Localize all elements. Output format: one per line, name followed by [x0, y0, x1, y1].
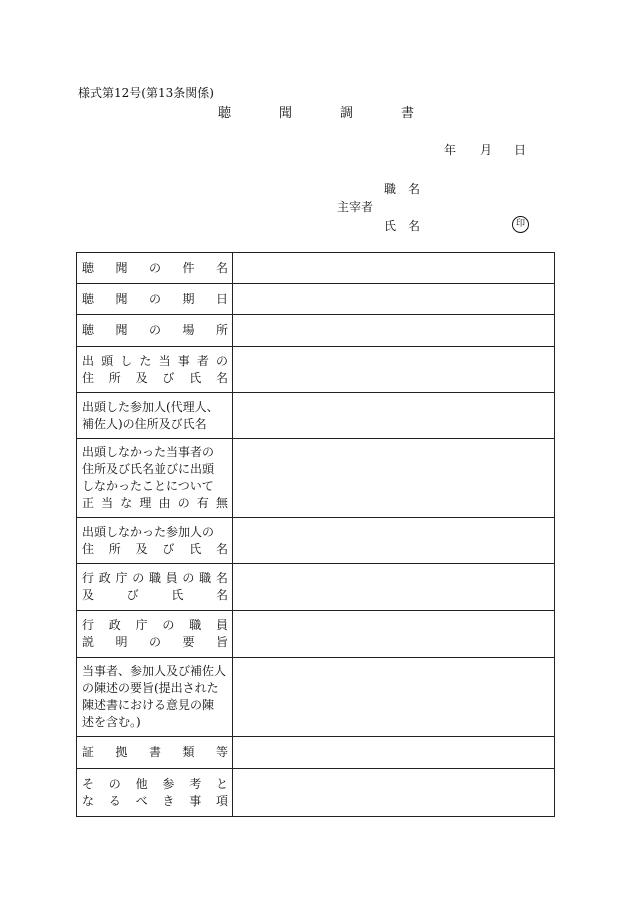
table-row	[77, 737, 555, 769]
label-char: 及	[135, 370, 148, 385]
label-char: 旨	[215, 635, 228, 649]
row-label-line: 述を含む。)	[82, 715, 141, 729]
row-label-line	[82, 495, 228, 512]
label-char: る	[108, 793, 121, 808]
label-char: 行	[82, 571, 95, 585]
label-char: 職	[189, 618, 202, 632]
label-char: し	[120, 353, 133, 368]
label-char: 氏	[189, 541, 202, 556]
label-char: の	[148, 323, 161, 337]
row-label	[77, 393, 233, 439]
label-char: び	[162, 370, 175, 385]
row-label	[77, 347, 233, 393]
label-char: の	[162, 618, 175, 632]
row-label-line	[82, 541, 228, 558]
label-char: た	[139, 353, 152, 368]
label-char: な	[120, 496, 133, 510]
row-value-field[interactable]	[233, 564, 555, 611]
label-char: 住	[82, 541, 95, 556]
label-char: 参	[162, 776, 175, 791]
label-char: 政	[98, 571, 111, 585]
row-label-line: 当事者、参加人及び補佐人	[82, 664, 227, 678]
label-char: 他	[135, 776, 148, 791]
label-char: 理	[139, 496, 152, 510]
label-char: 名	[215, 571, 228, 585]
label-char: の	[182, 571, 195, 585]
row-label	[77, 439, 233, 518]
label-char: 出	[82, 353, 95, 368]
label-char: 項	[215, 793, 228, 808]
label-char: 員	[215, 618, 228, 632]
row-label-line	[82, 793, 228, 810]
table-row	[77, 658, 555, 737]
label-char: 由	[158, 496, 171, 510]
label-char: き	[162, 793, 175, 808]
label-char: の	[177, 496, 190, 510]
row-label-line: 住所及び氏名並びに出頭	[82, 462, 215, 476]
row-label-line	[82, 776, 228, 793]
row-label-line: 出頭しなかった参加人の	[82, 524, 215, 539]
label-char: び	[126, 588, 139, 602]
label-char: 書	[148, 745, 161, 759]
label-char: 行	[82, 618, 95, 632]
row-label	[77, 611, 233, 658]
row-value-field[interactable]	[233, 737, 555, 769]
row-label-line	[82, 634, 228, 651]
label-char: 無	[215, 496, 228, 510]
row-label-line: 陳述書における意見の陳	[82, 698, 215, 712]
label-char: 有	[196, 496, 209, 510]
row-value-field[interactable]	[233, 284, 555, 315]
table-row	[77, 611, 555, 658]
table-row	[77, 769, 555, 817]
label-char: 等	[215, 745, 228, 759]
label-char: 要	[182, 635, 195, 649]
table-row	[77, 564, 555, 611]
row-label	[77, 253, 233, 284]
row-value-field[interactable]	[233, 769, 555, 817]
label-char: な	[82, 793, 95, 808]
label-char: 者	[196, 353, 209, 368]
label-char: 名	[215, 260, 228, 275]
label-char: び	[162, 541, 175, 556]
label-char: 証	[82, 745, 95, 759]
row-value-field[interactable]	[233, 253, 555, 284]
name-label: 氏 名	[384, 219, 421, 233]
label-char: 庁	[135, 618, 148, 632]
title-char: 聴	[218, 106, 232, 121]
label-char: 期	[182, 291, 195, 306]
date-day-label: 日	[514, 143, 527, 157]
label-char: 日	[215, 291, 228, 306]
label-char: 政	[108, 618, 121, 632]
row-label-line: 出頭した参加人(代理人、	[82, 399, 219, 414]
label-char: 聞	[115, 260, 128, 275]
label-char: 所	[215, 323, 228, 337]
row-label	[77, 564, 233, 611]
row-value-field[interactable]	[233, 611, 555, 658]
label-char: 名	[215, 370, 228, 385]
label-char: 名	[215, 588, 228, 602]
label-char: 所	[108, 541, 121, 556]
label-char: 頭	[101, 353, 114, 368]
table-row	[77, 393, 555, 439]
label-char: 氏	[171, 588, 184, 602]
row-value-field[interactable]	[233, 439, 555, 518]
document-title	[218, 102, 414, 121]
label-char: 住	[82, 370, 95, 385]
form-number: 様式第12号(第13条関係)	[78, 86, 214, 100]
label-char: 考	[189, 776, 202, 791]
title-char: 書	[400, 106, 414, 121]
row-value-field[interactable]	[233, 347, 555, 393]
label-char: 聴	[82, 260, 95, 275]
label-char: と	[215, 776, 228, 791]
row-label-line	[82, 353, 228, 370]
label-char: 及	[135, 541, 148, 556]
label-char: 事	[177, 353, 190, 368]
label-char: 説	[82, 635, 95, 649]
label-char: 聞	[115, 291, 128, 306]
row-label-line	[82, 587, 228, 604]
label-char: 場	[182, 323, 195, 337]
title-char: 聞	[278, 106, 292, 121]
label-char: 員	[165, 571, 178, 585]
row-label	[77, 315, 233, 347]
label-char: べ	[135, 793, 148, 808]
row-label-line	[82, 744, 228, 761]
label-char: の	[148, 291, 161, 306]
row-value-field[interactable]	[233, 518, 555, 564]
table-row	[77, 253, 555, 284]
row-value-field[interactable]	[233, 393, 555, 439]
row-label-line: の陳述の要旨(提出された	[82, 681, 219, 695]
label-char: 氏	[189, 370, 202, 385]
row-label-line: 出頭しなかった当事者の	[82, 445, 215, 459]
row-label-line: 補佐人)の住所及び氏名	[82, 416, 207, 431]
label-char: の	[148, 635, 161, 649]
label-char: の	[108, 776, 121, 791]
label-char: 聴	[82, 323, 95, 337]
seal-mark: 印	[512, 216, 529, 233]
table-row	[77, 518, 555, 564]
row-value-field[interactable]	[233, 315, 555, 347]
title-char: 調	[339, 106, 353, 121]
label-char: 類	[182, 745, 195, 759]
label-char: 当	[101, 496, 114, 510]
row-label-line	[82, 291, 228, 308]
row-label	[77, 518, 233, 564]
label-char: 件	[182, 260, 195, 275]
label-char: の	[132, 571, 145, 585]
label-char: 職	[199, 571, 212, 585]
table-row	[77, 315, 555, 347]
label-char: 及	[82, 588, 95, 602]
label-char: 正	[82, 496, 95, 510]
label-char: 職	[148, 571, 161, 585]
row-label-line	[82, 617, 228, 634]
job-title-label: 職 名	[384, 182, 421, 196]
row-label-line	[82, 370, 228, 387]
label-char: そ	[82, 776, 95, 791]
label-char: 所	[108, 370, 121, 385]
label-char: の	[148, 260, 161, 275]
label-char: 拠	[115, 745, 128, 759]
label-char: 明	[115, 635, 128, 649]
label-char: 聴	[82, 291, 95, 306]
label-char: の	[215, 353, 228, 368]
row-label-line	[82, 570, 228, 587]
label-char: 名	[215, 541, 228, 556]
row-label	[77, 769, 233, 817]
table-row	[77, 439, 555, 518]
label-char: 事	[189, 793, 202, 808]
row-label-line	[82, 260, 228, 277]
date-month-label: 月	[480, 143, 493, 157]
row-label-line	[82, 322, 228, 339]
label-char: 当	[158, 353, 171, 368]
date-year-label: 年	[444, 143, 457, 157]
row-label-line: しなかったことについて	[82, 479, 214, 493]
table-row	[77, 284, 555, 315]
record-table	[76, 252, 555, 817]
table-row	[77, 347, 555, 393]
row-label	[77, 284, 233, 315]
row-label	[77, 737, 233, 769]
label-char: 聞	[115, 323, 128, 337]
organizer-label: 主宰者	[337, 200, 374, 214]
row-label	[77, 658, 233, 737]
row-value-field[interactable]	[233, 658, 555, 737]
label-char: 庁	[115, 571, 128, 585]
